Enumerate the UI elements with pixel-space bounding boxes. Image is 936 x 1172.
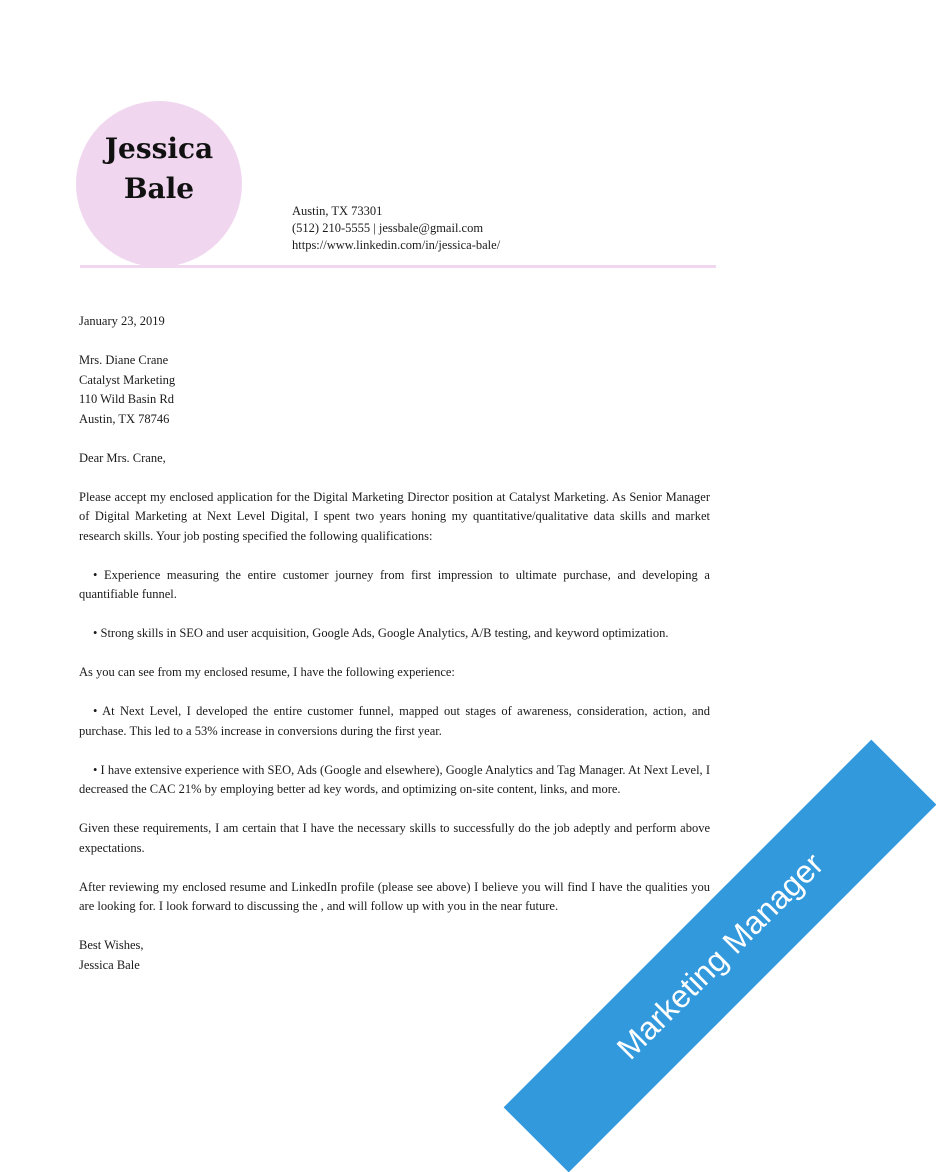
recipient-line: Mrs. Diane Crane	[79, 353, 169, 367]
signoff: Best Wishes,	[79, 938, 144, 952]
salutation: Dear Mrs. Crane,	[79, 450, 166, 465]
experience-bullet: • I have extensive experience with SEO, Ads (Google and elsewhere), Google Analytics and Tag Manager. At Next Level, I decreased the CAC 21% by employing better ad key words, and optimizing on-site content, links, and more.	[79, 762, 710, 796]
signature: Jessica Bale	[79, 957, 140, 972]
qualification-bullet: • Strong skills in SEO and user acquisition, Google Ads, Google Analytics, A/B testing, and keyword optimization.	[93, 626, 669, 640]
header-divider	[80, 265, 716, 268]
phone-email: (512) 210-5555 | jessbale@gmail.com	[292, 221, 484, 235]
address: Austin, TX 73301	[292, 204, 383, 218]
letter-date: January 23, 2019	[79, 314, 165, 328]
corner-banner: Marketing Manager	[504, 740, 936, 1172]
contact-block	[292, 203, 500, 254]
linkedin-url: https://www.linkedin.com/in/jessica-bale/	[292, 238, 501, 252]
recipient-line: Catalyst Marketing	[79, 372, 176, 387]
letter-body	[79, 312, 710, 975]
experience-bullet: • At Next Level, I developed the entire customer funnel, mapped out stages of awareness, consideration, action, and purchase. This led to a 53% increase in conversions during the first year.	[79, 704, 710, 738]
recipient-line: 110 Wild Basin Rd	[79, 392, 174, 406]
name-heading	[76, 129, 242, 209]
qualification-bullet: • Experience measuring the entire customer journey from first impression to ultimate purchase, and developing a quantifiable funnel.	[79, 567, 710, 601]
name-circle	[76, 101, 242, 267]
closing-paragraph: After reviewing my enclosed resume and LinkedIn profile (please see above) I believe you will find I have the qualities you are looking for. I look forward to discussing the , and will follow up with you in the near future.	[79, 879, 710, 913]
requirements-paragraph: Given these requirements, I am certain that I have the necessary skills to successfully do the job adeptly and perform above expectations.	[79, 821, 710, 855]
intro-paragraph: Please accept my enclosed application for the Digital Marketing Director position at Catalyst Marketing. As Senior Manager of Digital Marketing at Next Level Digital, I spent two years honing my quantitative/qualitative data skills and market research skills. Your job posting specified the following qualifications:	[79, 489, 710, 543]
recipient-line: Austin, TX 78746	[79, 411, 170, 426]
first-name: Jessica	[104, 132, 214, 165]
experience-intro: As you can see from my enclosed resume, I have the following experience:	[79, 665, 455, 679]
last-name: Bale	[123, 172, 195, 205]
